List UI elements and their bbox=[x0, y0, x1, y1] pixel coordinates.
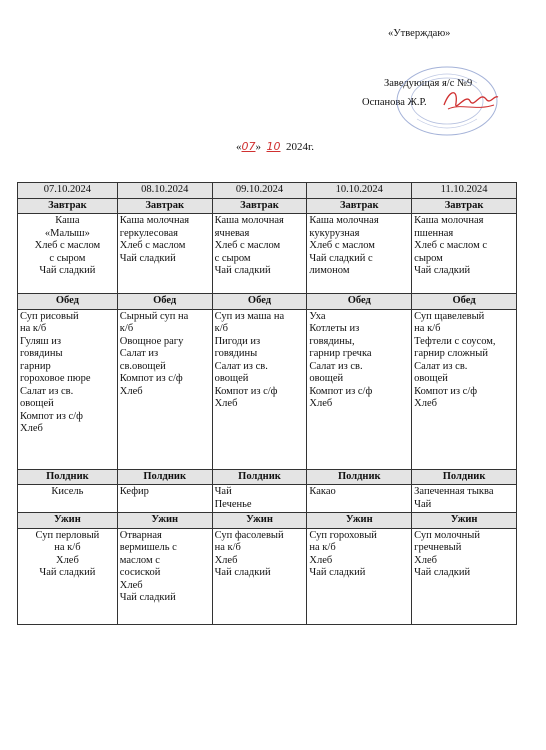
dish-line: Каша молочная bbox=[214, 215, 284, 226]
dish-line: Кефир bbox=[119, 486, 149, 497]
dish-line: Чай bbox=[214, 486, 232, 497]
meal-header-row bbox=[18, 294, 517, 310]
date-cell: 11.10.2024 bbox=[412, 183, 517, 199]
dish-cell bbox=[18, 528, 118, 624]
dish-line: Чай сладкий bbox=[309, 567, 366, 578]
dish-line: Хлеб bbox=[414, 398, 437, 409]
dish-line: геркулесовая bbox=[119, 227, 178, 239]
dish-cell bbox=[117, 485, 212, 513]
meal-label: Ужин bbox=[412, 513, 517, 529]
dish-line: Чай сладкий bbox=[414, 265, 471, 276]
date-open-quote: « bbox=[236, 141, 242, 153]
dish-line: овощей bbox=[414, 373, 448, 384]
dish-line: Хлеб bbox=[20, 423, 43, 434]
dish-line: сосиской bbox=[119, 567, 161, 578]
date-year: 2024г. bbox=[286, 141, 315, 153]
meal-label: Полдник bbox=[307, 469, 412, 485]
menu-body bbox=[18, 183, 517, 625]
meal-header-row bbox=[18, 513, 517, 529]
dish-line: сыром bbox=[414, 252, 443, 264]
menu-table bbox=[17, 182, 517, 625]
dish-line: вермишель с bbox=[119, 542, 177, 553]
dish-line: Суп гороховый bbox=[309, 529, 377, 541]
dish-cell bbox=[212, 309, 307, 469]
meal-label: Полдник bbox=[117, 469, 212, 485]
dish-line: Хлеб bbox=[309, 554, 333, 566]
dish-cell bbox=[412, 214, 517, 294]
dish-line: Чай bbox=[414, 498, 432, 510]
dish-cell bbox=[307, 214, 412, 294]
dish-cell bbox=[117, 214, 212, 294]
dish-line: Хлеб bbox=[119, 385, 143, 397]
dish-line: к/б bbox=[119, 323, 134, 334]
meal-label: Полдник bbox=[18, 469, 118, 485]
dish-line: гарнир сложный bbox=[414, 348, 488, 359]
dish-line: Чай сладкий bbox=[119, 252, 176, 264]
approval-line-2: Заведующая я/с №9 bbox=[384, 78, 473, 89]
dish-line: Пигоди из bbox=[214, 335, 261, 347]
meal-content-row bbox=[18, 485, 517, 513]
meal-content-row bbox=[18, 309, 517, 469]
dish-line: на к/б bbox=[214, 542, 241, 553]
dish-cell bbox=[412, 309, 517, 469]
meal-content-row bbox=[18, 528, 517, 624]
dish-line: маслом с bbox=[119, 554, 160, 566]
dish-line: Компот из с/ф bbox=[214, 385, 278, 397]
dish-line: Каша bbox=[55, 215, 80, 226]
dish-line: Хлеб bbox=[214, 398, 238, 409]
meal-header-row bbox=[18, 198, 517, 214]
dish-line: овощей bbox=[309, 373, 344, 384]
dish-line: на к/б bbox=[414, 323, 441, 334]
dish-line: пшенная bbox=[414, 227, 454, 239]
dish-line: Компот из с/ф bbox=[119, 373, 183, 384]
dish-line: Суп рисовый bbox=[20, 310, 79, 322]
dish-line: Салат из св. bbox=[20, 385, 74, 397]
dish-cell bbox=[307, 309, 412, 469]
approval-line-3: Оспанова Ж.Р. bbox=[362, 97, 427, 108]
meal-label: Ужин bbox=[307, 513, 412, 529]
dish-line: Суп молочный bbox=[414, 529, 480, 541]
meal-label: Обед bbox=[212, 294, 307, 310]
dish-line: Овощное рагу bbox=[119, 335, 184, 347]
meal-content-row bbox=[18, 214, 517, 294]
meal-header-row bbox=[18, 469, 517, 485]
dish-line: на к/б bbox=[20, 323, 47, 334]
meal-label: Завтрак bbox=[307, 198, 412, 214]
dish-line: Салат из св. bbox=[214, 360, 268, 372]
dish-line: Компот из с/ф bbox=[414, 385, 478, 397]
meal-label: Завтрак bbox=[117, 198, 212, 214]
dish-line: на к/б bbox=[309, 542, 336, 553]
date-month: 10 bbox=[266, 140, 281, 153]
date-day: 07 bbox=[241, 140, 256, 153]
dish-line: Компот из с/ф bbox=[20, 410, 83, 422]
dates-row bbox=[18, 183, 517, 199]
dish-line: Чай сладкий bbox=[214, 265, 271, 276]
dish-cell bbox=[117, 309, 212, 469]
dish-line: с сыром bbox=[214, 252, 251, 264]
dish-line: Отварная bbox=[119, 529, 162, 541]
dish-line: Суп из маша на bbox=[214, 310, 285, 322]
dish-line: Чай сладкий с bbox=[309, 252, 373, 264]
meal-label: Завтрак bbox=[18, 198, 118, 214]
dish-cell bbox=[212, 485, 307, 513]
meal-label: Завтрак bbox=[212, 198, 307, 214]
dish-line: Каша молочная bbox=[309, 215, 379, 226]
dish-line: Салат из bbox=[119, 348, 159, 359]
dish-cell bbox=[307, 528, 412, 624]
dish-line: «Малыш» bbox=[44, 227, 90, 239]
date-cell: 08.10.2024 bbox=[117, 183, 212, 199]
dish-line: Суп фасолевый bbox=[214, 529, 284, 541]
dish-line: Хлеб с маслом с bbox=[414, 240, 488, 251]
dish-line: Какао bbox=[309, 486, 336, 497]
dish-line: Суп перловый bbox=[35, 529, 100, 541]
meal-label: Ужин bbox=[117, 513, 212, 529]
dish-line: Кисель bbox=[51, 486, 84, 497]
dish-line: Сырный суп на bbox=[119, 310, 189, 322]
dish-line: к/б bbox=[214, 323, 228, 334]
dish-line: Хлеб bbox=[55, 554, 79, 566]
meal-label: Ужин bbox=[212, 513, 307, 529]
meal-label: Полдник bbox=[212, 469, 307, 485]
dish-line: с сыром bbox=[49, 252, 86, 264]
dish-line: Чай сладкий bbox=[39, 567, 96, 578]
dish-line: говядины, bbox=[309, 335, 355, 347]
dish-cell bbox=[307, 485, 412, 513]
dish-line: Чай сладкий bbox=[39, 265, 96, 276]
dish-cell bbox=[412, 485, 517, 513]
date-close-quote: » bbox=[255, 141, 261, 153]
dish-line: гречневый bbox=[414, 542, 462, 553]
dish-line: Чай сладкий bbox=[119, 592, 176, 603]
meal-label: Обед bbox=[18, 294, 118, 310]
dish-line: Салат из св. bbox=[309, 360, 363, 372]
dish-line: Компот из с/ф bbox=[309, 385, 373, 397]
meal-label: Обед bbox=[412, 294, 517, 310]
dish-line: на к/б bbox=[54, 542, 81, 553]
dish-line: Гуляш из bbox=[20, 335, 62, 347]
dish-cell bbox=[18, 309, 118, 469]
dish-line: кукурузная bbox=[309, 227, 360, 239]
dish-line: говядины bbox=[20, 348, 63, 359]
dish-line: лимоном bbox=[309, 265, 350, 276]
dish-line: Хлеб с маслом bbox=[214, 240, 281, 251]
dish-cell bbox=[18, 485, 118, 513]
dish-line: Хлеб с маслом bbox=[309, 240, 375, 251]
dish-line: Салат из св. bbox=[414, 360, 468, 372]
dish-line: овощей bbox=[214, 373, 249, 384]
dish-line: говядины bbox=[214, 348, 258, 359]
dish-cell bbox=[412, 528, 517, 624]
date-cell: 10.10.2024 bbox=[307, 183, 412, 199]
meal-label: Завтрак bbox=[412, 198, 517, 214]
dish-line: Каша молочная bbox=[414, 215, 484, 226]
dish-line: Уха bbox=[309, 310, 326, 322]
dish-line: Хлеб с маслом bbox=[34, 240, 101, 251]
meal-label: Ужин bbox=[18, 513, 118, 529]
dish-line: Котлеты из bbox=[309, 323, 360, 334]
dish-line: Хлеб bbox=[214, 554, 238, 566]
dish-cell bbox=[212, 528, 307, 624]
dish-line: Чай сладкий bbox=[214, 567, 271, 578]
date-cell: 07.10.2024 bbox=[18, 183, 118, 199]
approval-date bbox=[236, 140, 314, 153]
dish-line: Каша молочная bbox=[119, 215, 190, 226]
meal-label: Обед bbox=[307, 294, 412, 310]
date-cell: 09.10.2024 bbox=[212, 183, 307, 199]
approval-line-1: «Утверждаю» bbox=[388, 28, 451, 39]
dish-cell bbox=[117, 528, 212, 624]
dish-cell bbox=[212, 214, 307, 294]
dish-line: ячневая bbox=[214, 227, 250, 239]
dish-line: Печенье bbox=[214, 498, 252, 510]
dish-line: Запеченная тыква bbox=[414, 486, 494, 497]
dish-cell bbox=[18, 214, 118, 294]
dish-line: св.овощей bbox=[119, 360, 166, 372]
dish-line: гарнир bbox=[20, 360, 51, 372]
dish-line: Суп щавелевый bbox=[414, 310, 485, 322]
dish-line: Хлеб с маслом bbox=[119, 240, 186, 251]
signature-mark bbox=[440, 83, 500, 117]
dish-line: гороховое пюре bbox=[20, 373, 91, 384]
dish-line: Чай сладкий bbox=[414, 567, 471, 578]
dish-line: Хлеб bbox=[309, 398, 333, 409]
dish-line: Тефтели с соусом, bbox=[414, 335, 496, 347]
dish-line: Хлеб bbox=[414, 554, 437, 566]
meal-label: Обед bbox=[117, 294, 212, 310]
meal-label: Полдник bbox=[412, 469, 517, 485]
dish-line: Хлеб bbox=[119, 579, 143, 591]
dish-line: овощей bbox=[20, 398, 54, 409]
dish-line: гарнир гречка bbox=[309, 348, 372, 359]
